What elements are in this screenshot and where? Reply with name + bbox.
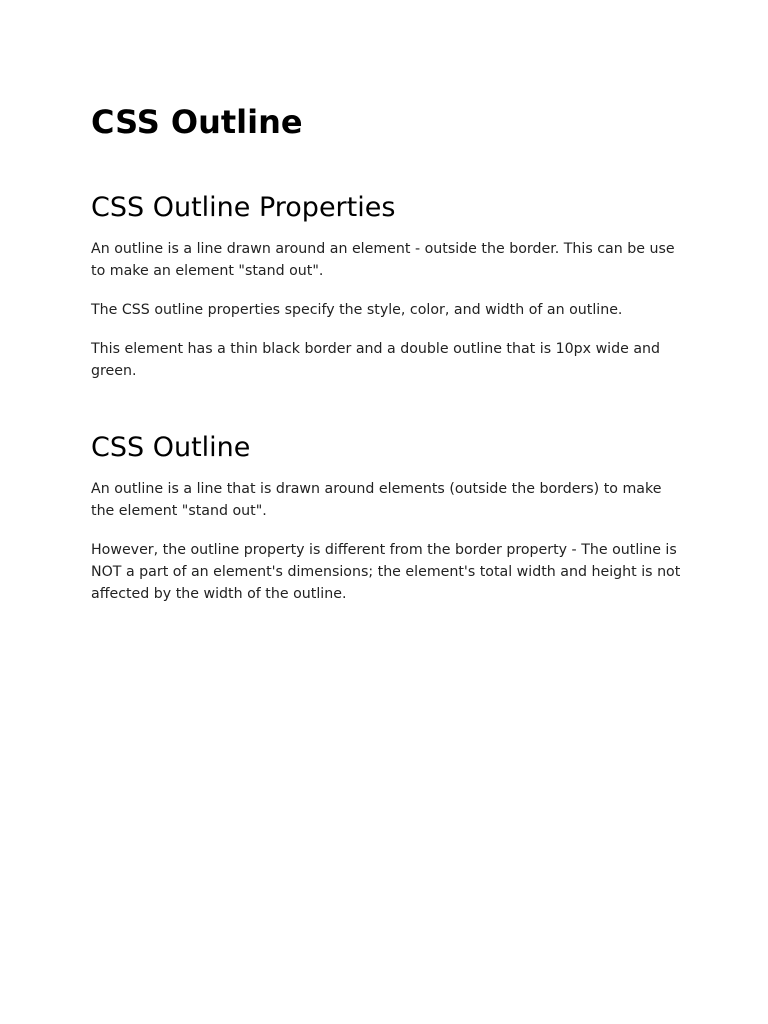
paragraph: However, the outline property is different from the border property - The outline is NOT a part of an element's dimensions; the element's total width and height is not affected by the width of the outline. xyxy=(91,542,681,602)
section-heading: CSS Outline Properties xyxy=(91,192,396,223)
page-title: CSS Outline xyxy=(91,103,303,141)
section-css-outline xyxy=(91,430,681,605)
paragraph: An outline is a line that is drawn around elements (outside the borders) to make the element "stand out". xyxy=(91,481,662,519)
paragraph: The CSS outline properties specify the style, color, and width of an outline. xyxy=(91,302,623,318)
paragraph: An outline is a line drawn around an element - outside the border. This can be use to make an element "stand out". xyxy=(91,241,675,279)
section-heading: CSS Outline xyxy=(91,432,251,463)
section-outline-properties xyxy=(91,190,678,382)
paragraph: This element has a thin black border and a double outline that is 10px wide and green. xyxy=(91,341,661,379)
